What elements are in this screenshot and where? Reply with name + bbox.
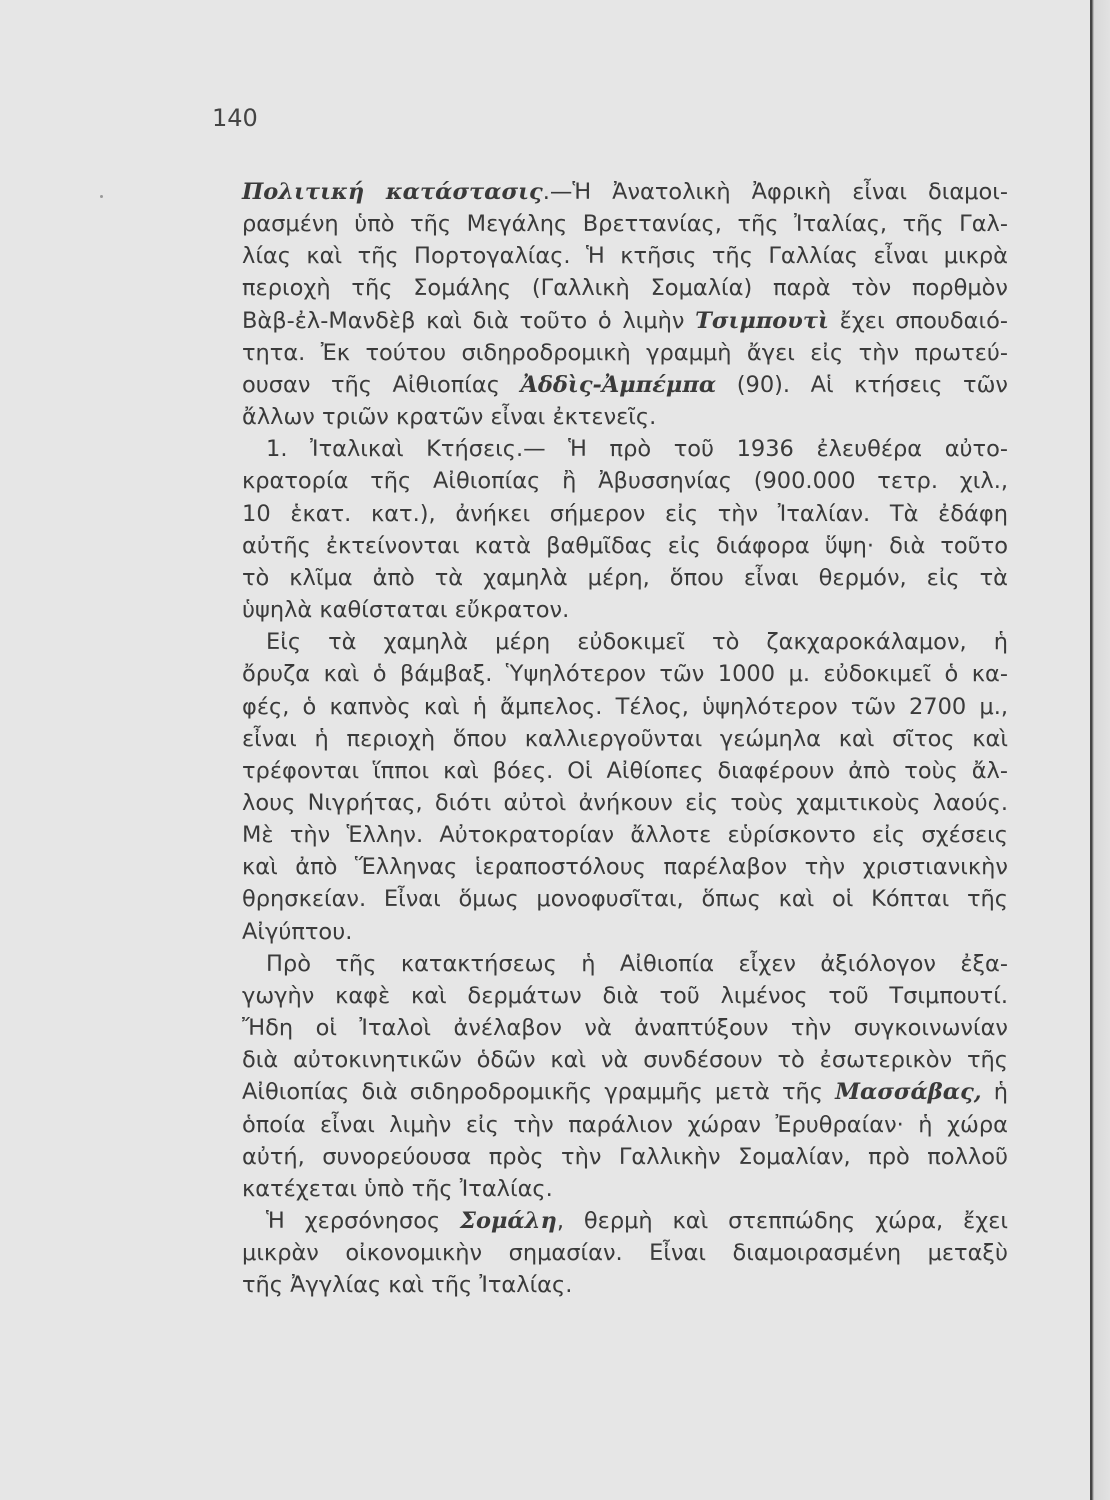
line-text: .—Ἡ Ἀνατολικὴ Ἀφρικὴ εἶναι διαμοι- (542, 179, 1009, 205)
text-line: ὑψηλὰ καθίσταται εὔκρατον. (242, 597, 570, 624)
emphasized-place-name: Τσιμπουτὶ (695, 307, 829, 334)
text-line (242, 1205, 1008, 1237)
emphasized-place-name: Σομάλη (460, 1208, 557, 1234)
text-line: ἄλλων τριῶν κρατῶν εἶναι ἐκτενεῖς. (242, 404, 657, 431)
page-number: 140 (212, 104, 258, 132)
text-line: εἶναι ἡ περιοχὴ ὅπου καλλιεργοῦνται γεώμηλα καὶ σῖτος καὶ (242, 725, 1008, 752)
emphasized-place-name: Μασσάβας, (835, 1079, 982, 1106)
line-text: ἡ (981, 1079, 1008, 1106)
line-text: ουσαν τῆς Αἰθιοπίας (242, 371, 521, 398)
line-text: , θερμὴ καὶ στεππώδης χώρα, ἔχει (556, 1208, 1008, 1234)
text-line: γωγὴν καφὲ καὶ δερμάτων διὰ τοῦ λιμένος τοῦ Τσιμπουτί. (242, 982, 1008, 1009)
book-spine (1090, 0, 1110, 1500)
page-edge (1090, 0, 1092, 1500)
text-line: περιοχὴ τῆς Σομάλης (Γαλλικὴ Σομαλία) παρὰ τὸν πορθμὸν (242, 275, 1008, 302)
text-line (242, 1076, 1008, 1108)
line-text: ἔχει σπουδαιό- (828, 307, 1008, 334)
text-line: Αἰγύπτου. (242, 918, 353, 945)
text-line: 10 ἑκατ. κατ.), ἀνήκει σήμερον εἰς τὴν Ἰταλίαν. Τὰ ἐδάφη (242, 500, 1008, 527)
text-line: τρέφονται ἵπποι καὶ βόες. Οἱ Αἰθίοπες διαφέρουν ἀπὸ τοὺς ἄλ- (242, 757, 1008, 784)
text-line: Εἰς τὰ χαμηλὰ μέρη εὐδοκιμεῖ τὸ ζακχαροκάλαμον, ἡ (266, 629, 1008, 656)
text-line: καὶ ἀπὸ Ἕλληνας ἱεραποστόλους παρέλαβον τὴν χριστιανικὴν (242, 854, 1008, 881)
text-line: αὐτή, συνορεύουσα πρὸς τὴν Γαλλικὴν Σομαλίαν, πρὸ πολλοῦ (242, 1143, 1008, 1170)
body-text (242, 176, 1008, 1301)
text-line: μικρὰν οἰκονομικὴν σημασίαν. Εἶναι διαμοιρασμένη μεταξὺ (242, 1240, 1008, 1267)
line-text: Ἡ χερσόνησος (266, 1208, 461, 1234)
text-line: τητα. Ἐκ τούτου σιδηροδρομικὴ γραμμὴ ἄγει εἰς τὴν πρωτεύ- (242, 339, 1008, 366)
text-line: ὁποία εἶναι λιμὴν εἰς τὴν παράλιον χώραν Ἐρυθραίαν· ἡ χώρα (242, 1111, 1008, 1138)
line-text: Αἰθιοπίας διὰ σιδηροδρομικῆς γραμμῆς μετὰ τῆς (242, 1079, 836, 1106)
text-line: ὄρυζα καὶ ὁ βάμβαξ. Ὑψηλότερον τῶν 1000 μ. εὐδοκιμεῖ ὁ κα- (242, 661, 1008, 688)
line-text: Βὰβ-ἐλ-Μανδὲβ καὶ διὰ τοῦτο ὁ λιμὴν (242, 307, 696, 334)
text-line: Μὲ τὴν Ἑλλην. Αὐτοκρατορίαν ἄλλοτε εὑρίσκοντο εἰς σχέσεις (242, 822, 1008, 849)
text-line (242, 305, 1008, 337)
stray-mark (100, 195, 103, 198)
text-line: ρασμένη ὑπὸ τῆς Μεγάλης Βρεττανίας, τῆς Ἰταλίας, τῆς Γαλ- (242, 211, 1008, 238)
text-line: Πρὸ τῆς κατακτήσεως ἡ Αἰθιοπία εἶχεν ἀξιόλογον ἐξα- (266, 950, 1008, 977)
line-text: (90). Αἱ κτήσεις τῶν (716, 371, 1008, 398)
emphasized-place-name: Ἀδδὶς-Ἀμπέμπα (520, 371, 717, 398)
text-line: λους Νιγρήτας, διότι αὐτοὶ ἀνήκουν εἰς τοὺς χαμιτικοὺς λαούς. (242, 789, 1008, 816)
text-line (242, 369, 1008, 401)
text-line: κρατορία τῆς Αἰθιοπίας ἢ Ἀβυσσηνίας (900.000 τετρ. χιλ., (242, 468, 1008, 495)
section-heading: Πολιτική κατάστασις (242, 179, 543, 205)
text-line: κατέχεται ὑπὸ τῆς Ἰταλίας. (242, 1175, 553, 1202)
text-line: τὸ κλῖμα ἀπὸ τὰ χαμηλὰ μέρη, ὅπου εἶναι θερμόν, εἰς τὰ (242, 564, 1008, 591)
text-line (242, 176, 1008, 208)
text-line: Ἤδη οἱ Ἰταλοὶ ἀνέλαβον νὰ ἀναπτύξουν τὴν συγκοινωνίαν (242, 1015, 1008, 1042)
text-line: φές, ὁ καπνὸς καὶ ἡ ἄμπελος. Τέλος, ὑψηλότερον τῶν 2700 μ., (242, 693, 1008, 720)
text-line: 1. Ἰταλικαὶ Κτήσεις.— Ἡ πρὸ τοῦ 1936 ἐλευθέρα αὐτο- (266, 436, 1008, 463)
text-line: λίας καὶ τῆς Πορτογαλίας. Ἡ κτῆσις τῆς Γαλλίας εἶναι μικρὰ (242, 243, 1008, 270)
text-line: τῆς Ἀγγλίας καὶ τῆς Ἰταλίας. (242, 1272, 573, 1299)
text-line: διὰ αὐτοκινητικῶν ὁδῶν καὶ νὰ συνδέσουν τὸ ἐσωτερικὸν τῆς (242, 1047, 1008, 1074)
text-line: θρησκείαν. Εἶναι ὅμως μονοφυσῖται, ὅπως καὶ οἱ Κόπται τῆς (242, 886, 1008, 913)
text-line: αὐτῆς ἐκτείνονται κατὰ βαθμῖδας εἰς διάφορα ὕψη· διὰ τοῦτο (242, 532, 1008, 559)
